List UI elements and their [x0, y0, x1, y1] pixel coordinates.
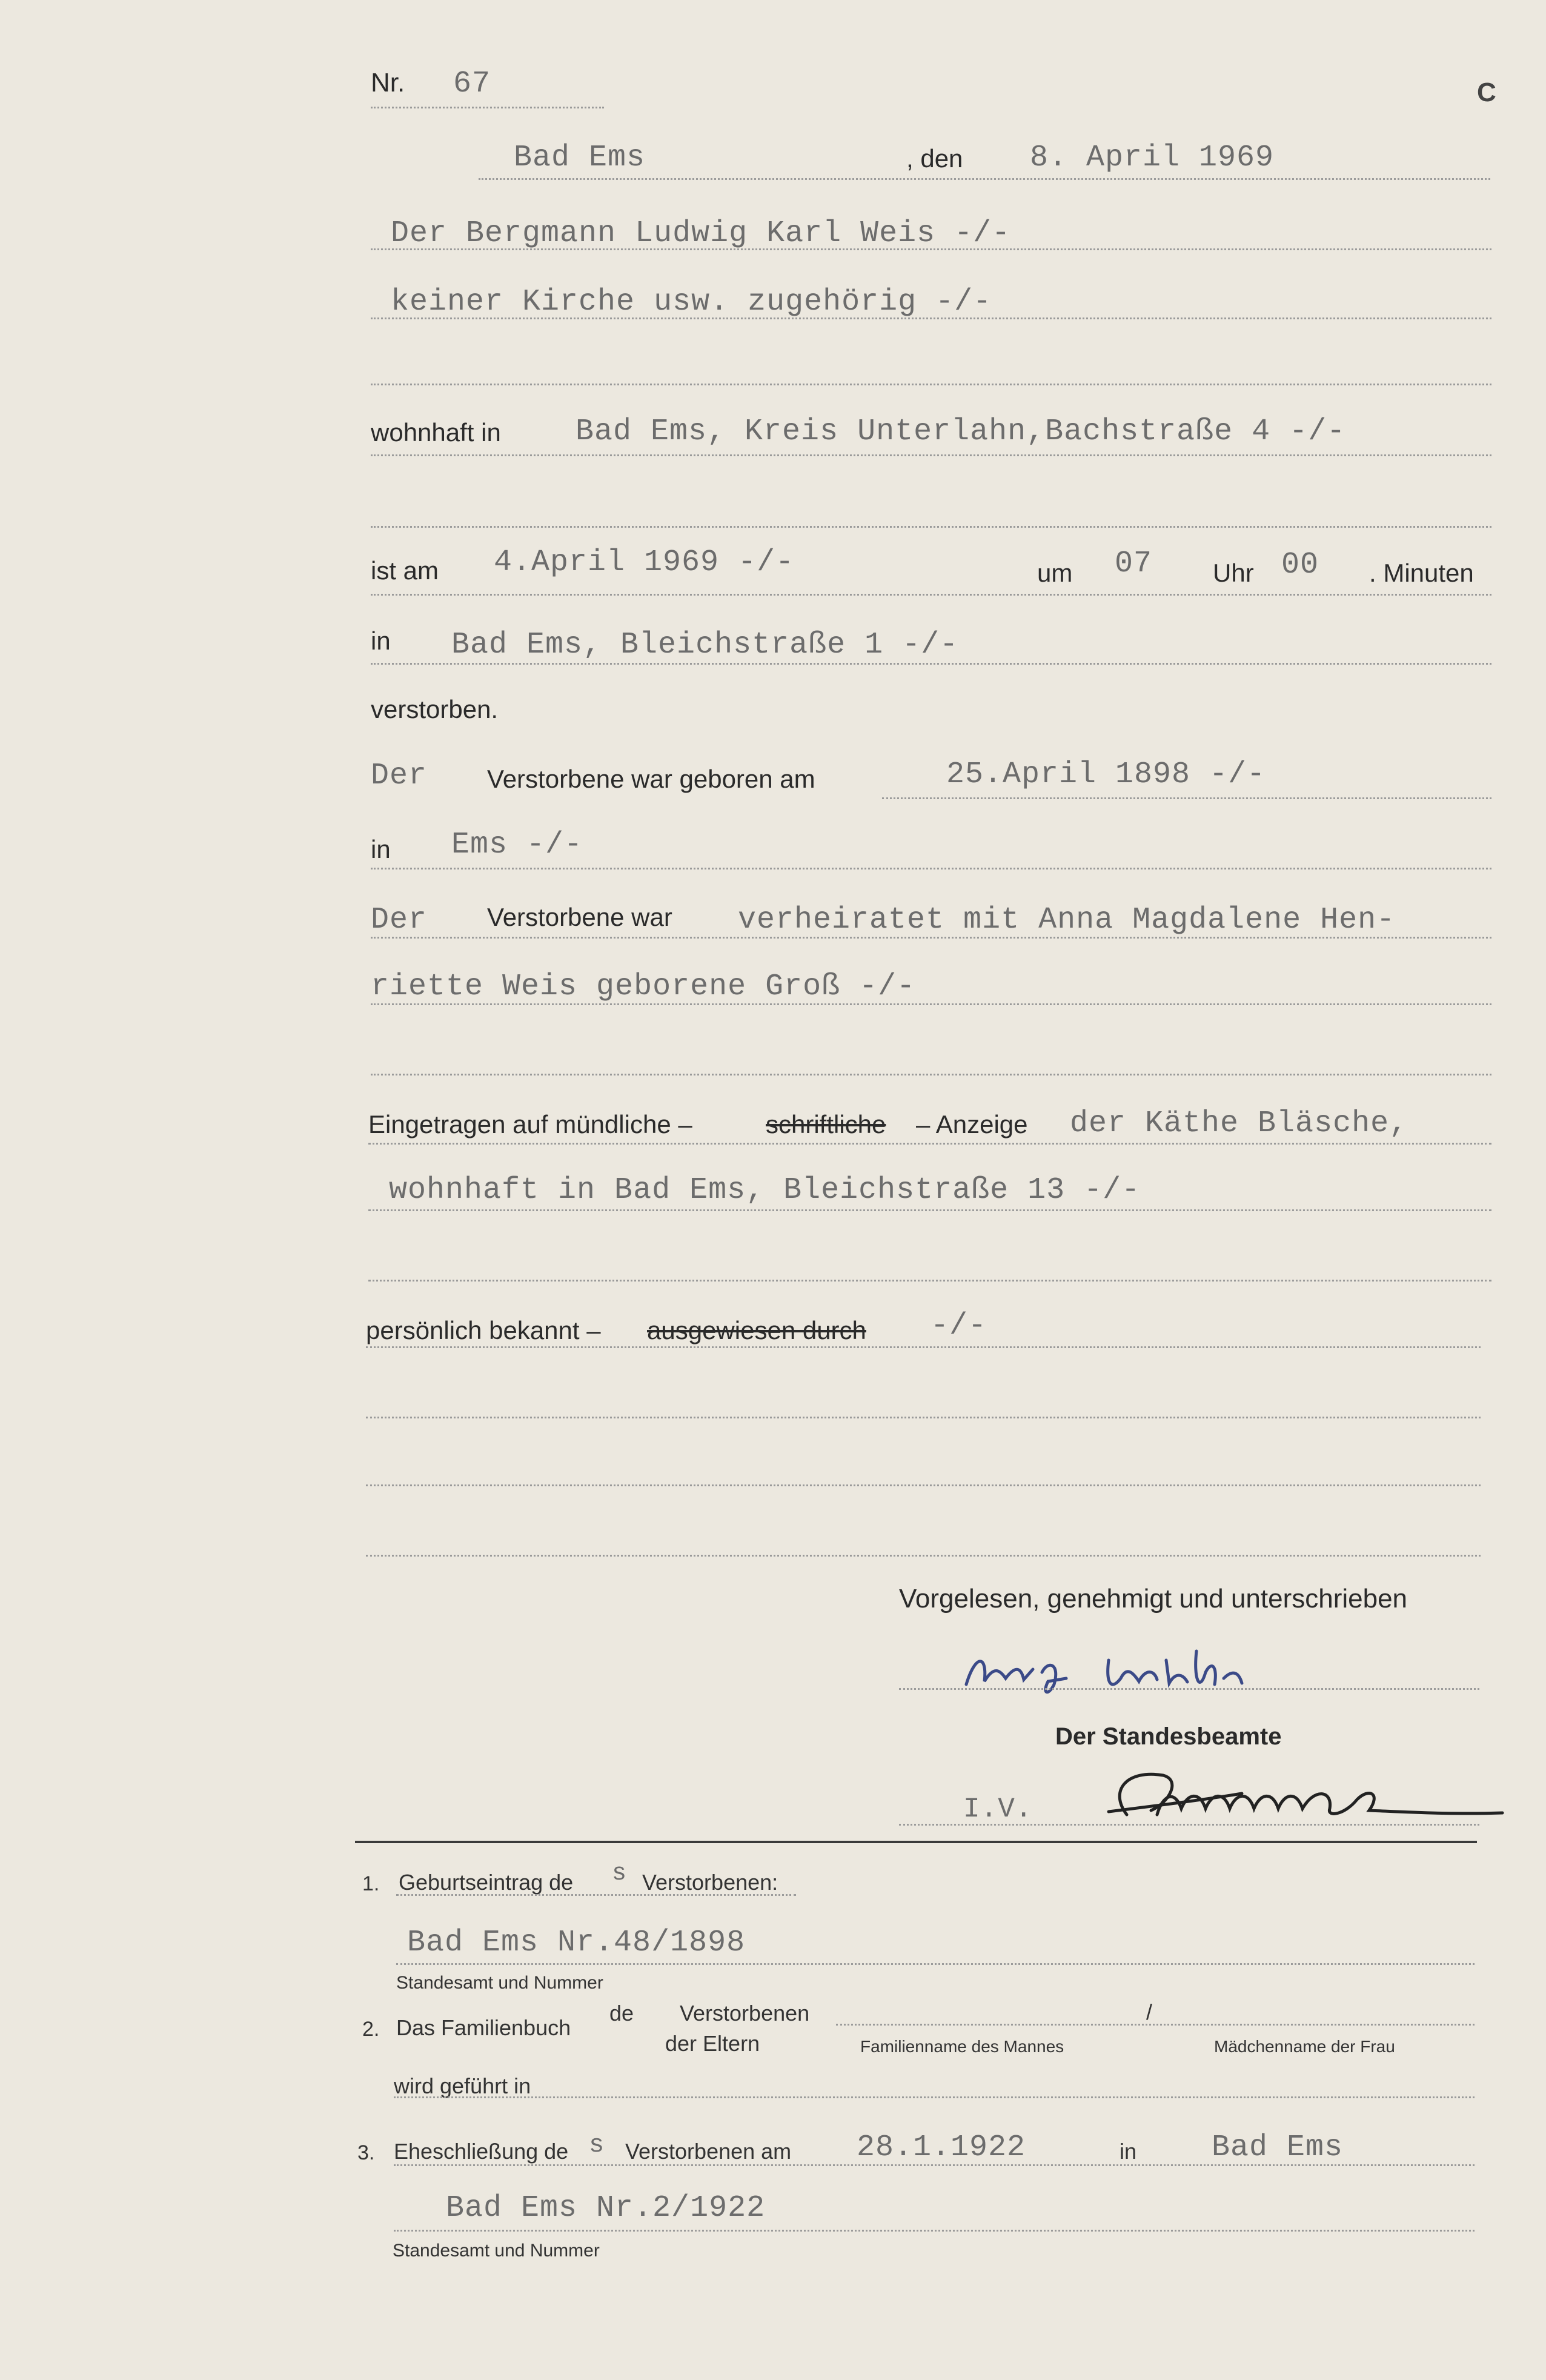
known-struck: ausgewiesen durch	[647, 1316, 866, 1345]
official-signature	[1084, 1757, 1521, 1830]
nr-underline	[371, 107, 604, 108]
birth-place-rule	[371, 868, 1491, 869]
person-line-2: keiner Kirche usw. zugehörig -/-	[391, 285, 992, 319]
residence-value: Bad Ems, Kreis Unterlahn,Bachstraße 4 -/-	[576, 414, 1346, 449]
item2-verstorbenen: Verstorbenen	[680, 2001, 810, 2026]
item3-label-2: Verstorbenen am	[625, 2139, 792, 2164]
item2-caption-husband: Familienname des Mannes	[860, 2037, 1064, 2056]
death-date-rule	[371, 594, 1491, 596]
item3-in: in	[1120, 2139, 1137, 2164]
item1-value: Bad Ems Nr.48/1898	[407, 1926, 746, 1960]
registration-label-2: – Anzeige	[916, 1110, 1028, 1138]
residence-rule	[371, 454, 1491, 456]
place-date-line	[479, 178, 1490, 180]
signature-rule-1	[899, 1688, 1479, 1690]
item2-place-rule	[394, 2096, 1475, 2098]
item2-name-rule	[836, 2024, 1475, 2026]
item3-date-rule	[394, 2164, 1475, 2166]
item3-number: 3.	[357, 2141, 375, 2164]
item2-number: 2.	[362, 2018, 380, 2041]
registration-rule-2	[368, 1209, 1491, 1211]
item3-caption: Standesamt und Nummer	[393, 2241, 600, 2261]
marital-rule-2	[371, 1003, 1491, 1005]
blank-rule-1	[371, 384, 1491, 385]
registration-struck: schriftliche	[766, 1110, 886, 1138]
item2-label-2: wird geführt in	[394, 2073, 531, 2098]
verstorben-label: verstorben.	[371, 695, 499, 723]
marital-der: Der	[371, 903, 428, 937]
den-label: , den	[906, 144, 963, 173]
item2-de: de	[609, 2001, 634, 2026]
read-approved: Vorgelesen, genehmigt und unterschrieben	[899, 1584, 1408, 1614]
birth-label: Verstorbene war geboren am	[487, 765, 815, 793]
item1-value-rule	[396, 1963, 1475, 1965]
item1-label-2: Verstorbenen:	[642, 1870, 778, 1895]
place-value: Bad Ems	[514, 141, 646, 175]
blank-rule-6	[366, 1484, 1481, 1486]
nr-label: Nr.	[371, 68, 405, 98]
known-value: -/-	[931, 1309, 987, 1343]
minuten-label: . Minuten	[1369, 559, 1474, 587]
death-place: Bad Ems, Bleichstraße 1 -/-	[451, 628, 959, 662]
item1-label: Geburtseintrag de	[399, 1870, 574, 1895]
birth-der: Der	[371, 759, 428, 793]
person-line-1: Der Bergmann Ludwig Karl Weis -/-	[391, 216, 1011, 251]
person-line-1-rule	[371, 248, 1491, 250]
item3-value: Bad Ems Nr.2/1922	[446, 2191, 766, 2225]
item1-label-rule	[396, 1894, 796, 1896]
blank-rule-7	[366, 1555, 1481, 1557]
item1-s: s	[612, 1860, 628, 1887]
informant-line-2: wohnhaft in Bad Ems, Bleichstraße 13 -/-	[389, 1173, 1141, 1208]
item3-date: 28.1.1922	[857, 2130, 1026, 2165]
um-label: um	[1037, 559, 1073, 587]
registration-label-1: Eingetragen auf mündliche –	[368, 1110, 692, 1138]
person-line-2-rule	[371, 317, 1491, 319]
birth-in-label: in	[371, 835, 391, 863]
official-label: Der Standesbeamte	[1055, 1723, 1282, 1750]
item2-label: Das Familienbuch	[396, 2015, 571, 2040]
ist-am-label: ist am	[371, 556, 439, 585]
item2-slash: /	[1146, 1999, 1153, 2024]
iv-label: I.V.	[963, 1793, 1033, 1825]
item2-caption-wife: Mädchenname der Frau	[1214, 2037, 1395, 2056]
residence-label: wohnhaft in	[371, 418, 501, 447]
nr-value: 67	[453, 67, 491, 101]
item1-caption: Standesamt und Nummer	[396, 1973, 603, 1993]
item3-place: Bad Ems	[1212, 2130, 1344, 2165]
known-label: persönlich bekannt –	[366, 1316, 601, 1345]
birth-date: 25.April 1898 -/-	[946, 757, 1266, 792]
uhr-label: Uhr	[1213, 559, 1254, 587]
blank-rule-2	[371, 526, 1491, 528]
birth-date-rule	[882, 797, 1491, 799]
signature-rule-2	[899, 1824, 1479, 1826]
marital-rule-1	[371, 937, 1491, 939]
known-rule	[366, 1346, 1481, 1348]
item1-number: 1.	[362, 1872, 380, 1895]
corner-letter: C	[1477, 78, 1496, 107]
marital-label: Verstorbene war	[487, 903, 672, 931]
death-minutes: 00	[1281, 548, 1319, 582]
death-hour: 07	[1115, 547, 1153, 581]
item3-value-rule	[394, 2230, 1475, 2232]
blank-rule-3	[371, 1074, 1491, 1075]
date-value: 8. April 1969	[1030, 141, 1275, 175]
death-place-rule	[371, 663, 1491, 665]
item3-s: s	[589, 2130, 605, 2159]
marital-line-2: riette Weis geborene Groß -/-	[371, 969, 916, 1004]
blank-rule-5	[366, 1417, 1481, 1418]
registration-rule-1	[368, 1143, 1491, 1145]
informant: der Käthe Bläsche,	[1070, 1106, 1408, 1141]
item3-label: Eheschließung de	[394, 2139, 569, 2164]
death-date: 4.April 1969 -/-	[494, 545, 795, 580]
death-in-label: in	[371, 627, 391, 655]
item2-eltern: der Eltern	[665, 2031, 760, 2056]
marital-line-1: verheiratet mit Anna Magdalene Hen-	[738, 903, 1396, 937]
informant-signature	[957, 1636, 1321, 1703]
birth-place: Ems -/-	[451, 828, 583, 862]
blank-rule-4	[368, 1280, 1491, 1281]
footer-divider	[355, 1841, 1477, 1843]
